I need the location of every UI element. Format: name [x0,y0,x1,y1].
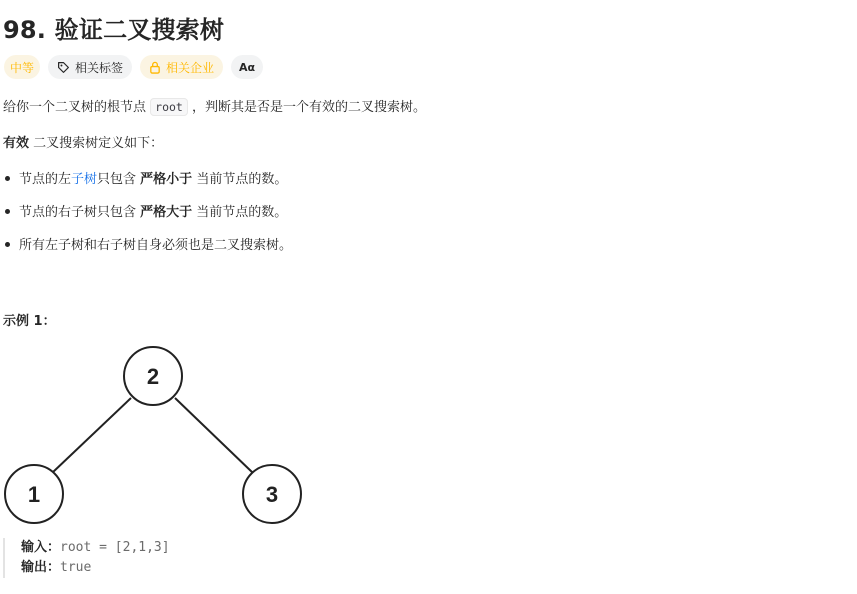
intro-text-before: 给你一个二叉树的根节点 [3,100,151,115]
example-1-title: 示例 1： [3,314,56,329]
related-companies-label: 相关企业 [166,60,215,75]
tree-node-right-label: 3 [265,482,279,507]
font-size-toggle[interactable]: Aα [231,55,263,79]
inline-code-root: root [150,98,188,116]
edge-left [52,398,131,473]
problem-title: 98. 验证二叉搜索树 [3,16,225,44]
difficulty-badge: 中等 [4,55,40,79]
related-companies-button[interactable] [140,55,223,79]
example-1-tree-image [0,340,310,530]
output-value: true [60,560,92,575]
subtree-link[interactable]: 子树 [71,172,98,187]
tag-icon [57,61,70,74]
example-1-io-block [3,538,170,578]
rule2-text-b: 当前节点的数。 [192,205,288,220]
definition-text: 二叉搜索树定义如下： [29,136,164,151]
problem-intro [3,98,426,117]
rule1-text-b: 只包含 [97,172,141,187]
input-label: 输入： [21,540,61,555]
intro-text-after: ，判断其是否是一个有效的二叉搜索树。 [187,100,426,115]
edge-right [175,398,253,473]
bullet [5,242,10,247]
definition-line [3,135,163,153]
related-tags-button[interactable] [48,55,132,79]
tree-node-root-label: 2 [146,364,160,389]
rule2-text-a: 节点的右子树只包含 [19,205,141,220]
rule1-text-a: 节点的左 [19,172,72,187]
definition-bold: 有效 [3,136,30,151]
rule-item-1 [3,171,287,189]
rule-item-3 [3,237,292,255]
rule1-bold: 严格小于 [140,172,193,187]
lock-icon [149,61,161,74]
example-output-line [21,558,170,578]
rule2-bold: 严格大于 [140,205,193,220]
problem-tags-row [4,55,263,79]
tree-node-left-label: 1 [27,482,41,507]
bullet [5,176,10,181]
rule1-text-c: 当前节点的数。 [192,172,288,187]
example-input-line [21,538,170,558]
rule3-text: 所有左子树和右子树自身必须也是二叉搜索树。 [19,238,293,253]
rule-item-2 [3,204,287,222]
bullet [5,209,10,214]
output-label: 输出： [21,560,61,575]
related-tags-label: 相关标签 [75,60,124,75]
input-value: root = [2,1,3] [60,540,170,555]
